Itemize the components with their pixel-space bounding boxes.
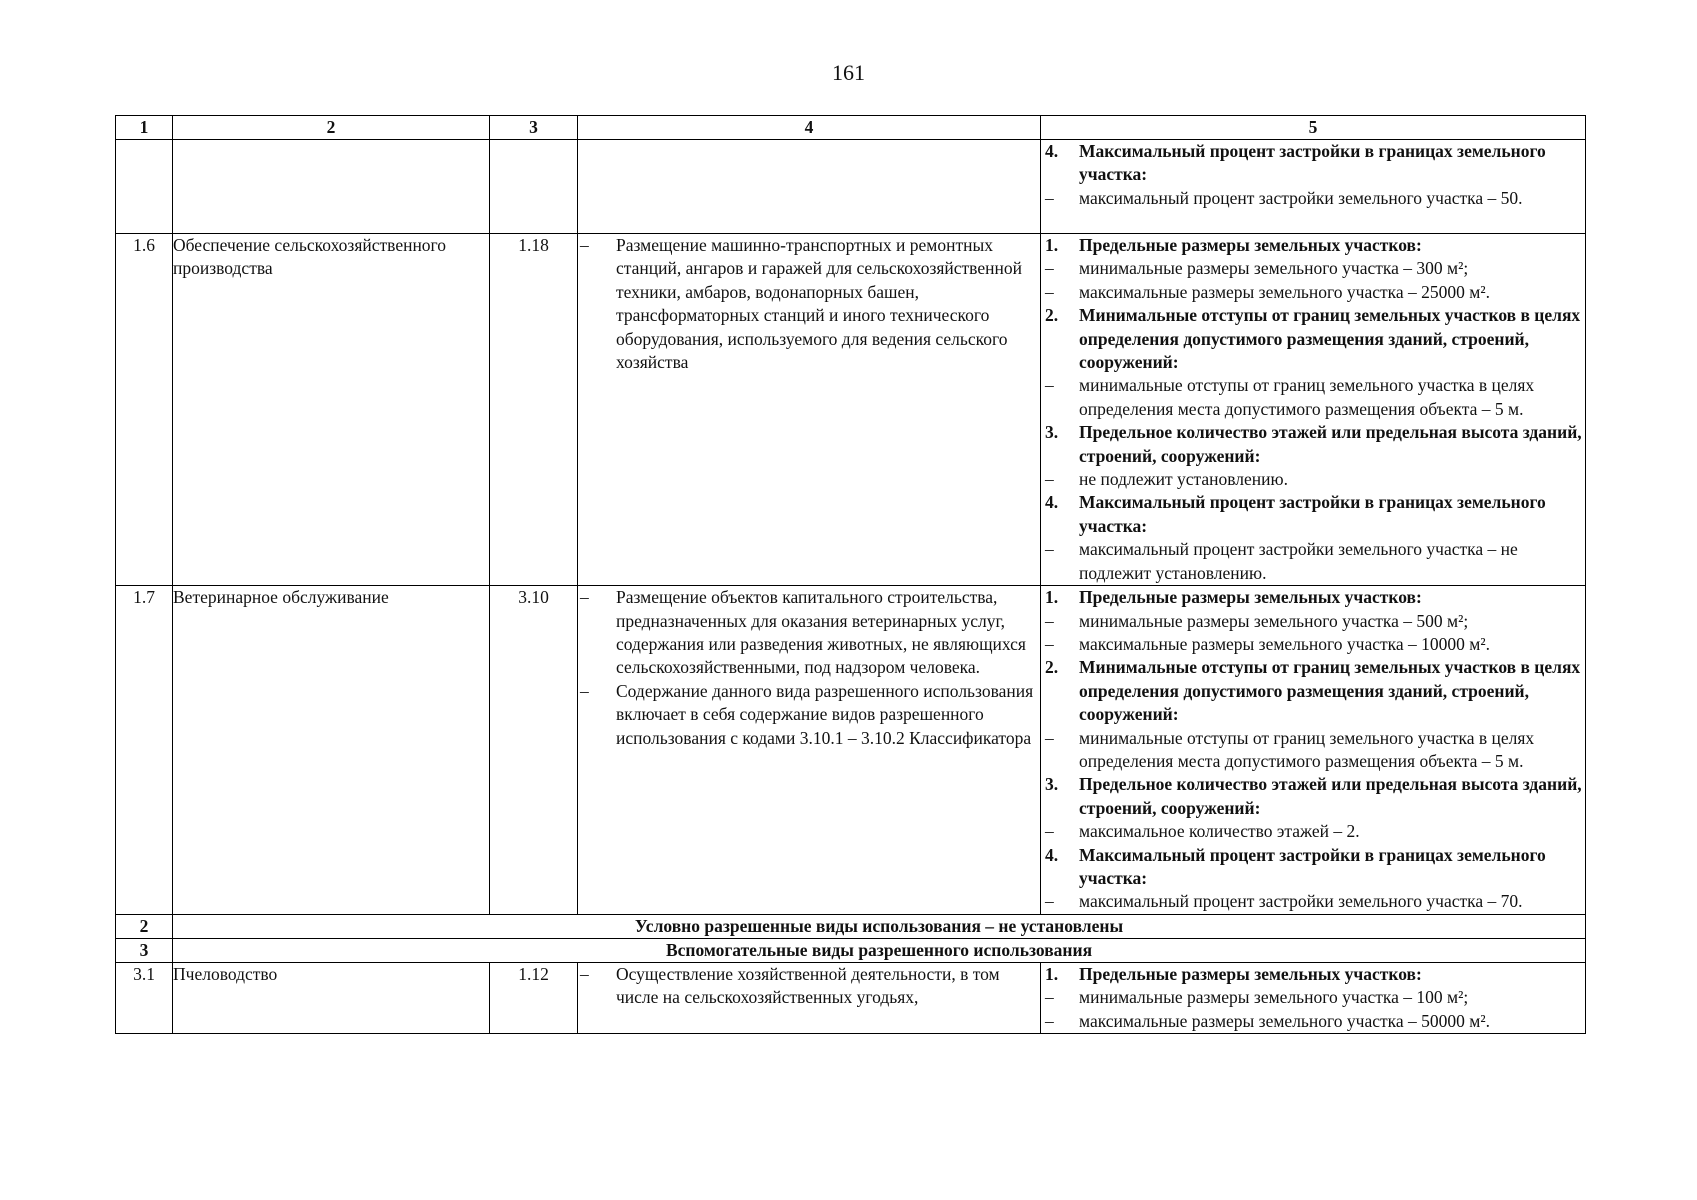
- header-col-1: 1: [116, 116, 173, 140]
- section-row-2: [116, 914, 1586, 938]
- param-item: – максимальный процент застройки земельного участка – 50.: [1045, 187, 1523, 208]
- cell-parameters: [1041, 234, 1586, 586]
- section-title: Условно разрешенные виды использования – не установлены: [173, 914, 1586, 938]
- description-item: – Размещение объектов капитального строительства, предназначенных для оказания ветеринарных услуг, содержания или разведения животных, не являющихся сельскохозяйственными, под надзором человека.: [580, 587, 1026, 678]
- table-row-3-1: [116, 962, 1586, 1033]
- cell-code: 1.12: [490, 962, 578, 1033]
- param-heading: 4. Максимальный процент застройки в границах земельного участка:: [1045, 492, 1546, 536]
- section-num: 2: [116, 914, 173, 938]
- section-row-3: [116, 938, 1586, 962]
- header-col-3: 3: [490, 116, 578, 140]
- page-number: 161: [832, 60, 865, 85]
- table-row-1-6: [116, 234, 1586, 586]
- param-item: – максимальные размеры земельного участка – 50000 м².: [1045, 1010, 1490, 1031]
- cell-parameters: [1041, 962, 1586, 1033]
- param-heading: 1. Предельные размеры земельных участков:: [1045, 963, 1422, 984]
- param-item: – минимальные отступы от границ земельного участка в целях определения места допустимого размещения объекта – 5 м.: [1045, 727, 1535, 771]
- param-heading: 2. Минимальные отступы от границ земельных участков в целях определения допустимого размещения зданий, строений, сооружений:: [1045, 305, 1581, 373]
- param-item: – минимальные размеры земельного участка – 100 м²;: [1045, 987, 1469, 1008]
- section-num: 3: [116, 938, 173, 962]
- description-item: – Осуществление хозяйственной деятельности, в том числе на сельскохозяйственных угодьях,: [580, 963, 1000, 1008]
- param-item: – минимальные размеры земельного участка – 300 м²;: [1045, 258, 1469, 279]
- table-row-continued: [116, 140, 1586, 234]
- cell-name: [173, 140, 490, 234]
- cell-code: 3.10: [490, 586, 578, 915]
- cell-code: 1.18: [490, 234, 578, 586]
- table-row-1-7: [116, 586, 1586, 915]
- section-title: Вспомогательные виды разрешенного использования: [173, 938, 1586, 962]
- cell-num: 1.7: [116, 586, 173, 915]
- cell-name: Ветеринарное обслуживание: [173, 586, 490, 915]
- description-item: – Содержание данного вида разрешенного использования включает в себя содержание видов разрешенного использования с кодами 3.10.1 – 3.10.2 Классификатора: [580, 680, 1034, 748]
- param-heading: 2. Минимальные отступы от границ земельных участков в целях определения допустимого размещения зданий, строений, сооружений:: [1045, 657, 1581, 725]
- cell-description: [578, 962, 1041, 1033]
- cell-num: [116, 140, 173, 234]
- cell-description: [578, 234, 1041, 586]
- param-item: – минимальные отступы от границ земельного участка в целях определения места допустимого размещения объекта – 5 м.: [1045, 375, 1535, 419]
- param-item: – минимальные размеры земельного участка – 500 м²;: [1045, 610, 1469, 631]
- cell-name: Пчеловодство: [173, 962, 490, 1033]
- header-row: [116, 116, 1586, 140]
- param-heading: 3. Предельное количество этажей или предельная высота зданий, строений, сооружений:: [1045, 774, 1582, 818]
- cell-parameters: [1041, 140, 1586, 234]
- header-col-2: 2: [173, 116, 490, 140]
- cell-parameters: [1041, 586, 1586, 915]
- param-heading: 1. Предельные размеры земельных участков:: [1045, 235, 1422, 255]
- param-item: – максимальный процент застройки земельного участка – 70.: [1045, 891, 1523, 912]
- header-col-4: 4: [578, 116, 1041, 140]
- cell-num: 1.6: [116, 234, 173, 586]
- land-use-table: [115, 115, 1586, 1034]
- param-heading: 3. Предельное количество этажей или предельная высота зданий, строений, сооружений:: [1045, 422, 1582, 466]
- cell-num: 3.1: [116, 962, 173, 1033]
- param-item: – максимальное количество этажей – 2.: [1045, 821, 1360, 842]
- param-item: – максимальные размеры земельного участка – 10000 м².: [1045, 633, 1490, 654]
- param-item: – максимальные размеры земельного участка – 25000 м².: [1045, 281, 1490, 302]
- param-item: – максимальный процент застройки земельного участка – не подлежит установлению.: [1045, 539, 1518, 583]
- cell-description: [578, 586, 1041, 915]
- cell-description: [578, 140, 1041, 234]
- header-col-5: 5: [1041, 116, 1586, 140]
- param-heading: 1. Предельные размеры земельных участков:: [1045, 587, 1422, 608]
- cell-code: [490, 140, 578, 234]
- param-heading: 4. Максимальный процент застройки в границах земельного участка:: [1045, 141, 1546, 185]
- param-item: – не подлежит установлению.: [1045, 469, 1288, 490]
- description-item: – Размещение машинно-транспортных и ремонтных станций, ангаров и гаражей для сельскохозяйственной техники, амбаров, водонапорных башен, трансформаторных станций и иного технического оборудования, используемого для ведения сельского хозяйства: [580, 235, 1022, 373]
- cell-name: Обеспечение сельскохозяйственного производства: [173, 234, 490, 586]
- param-heading: 4. Максимальный процент застройки в границах земельного участка:: [1045, 844, 1546, 888]
